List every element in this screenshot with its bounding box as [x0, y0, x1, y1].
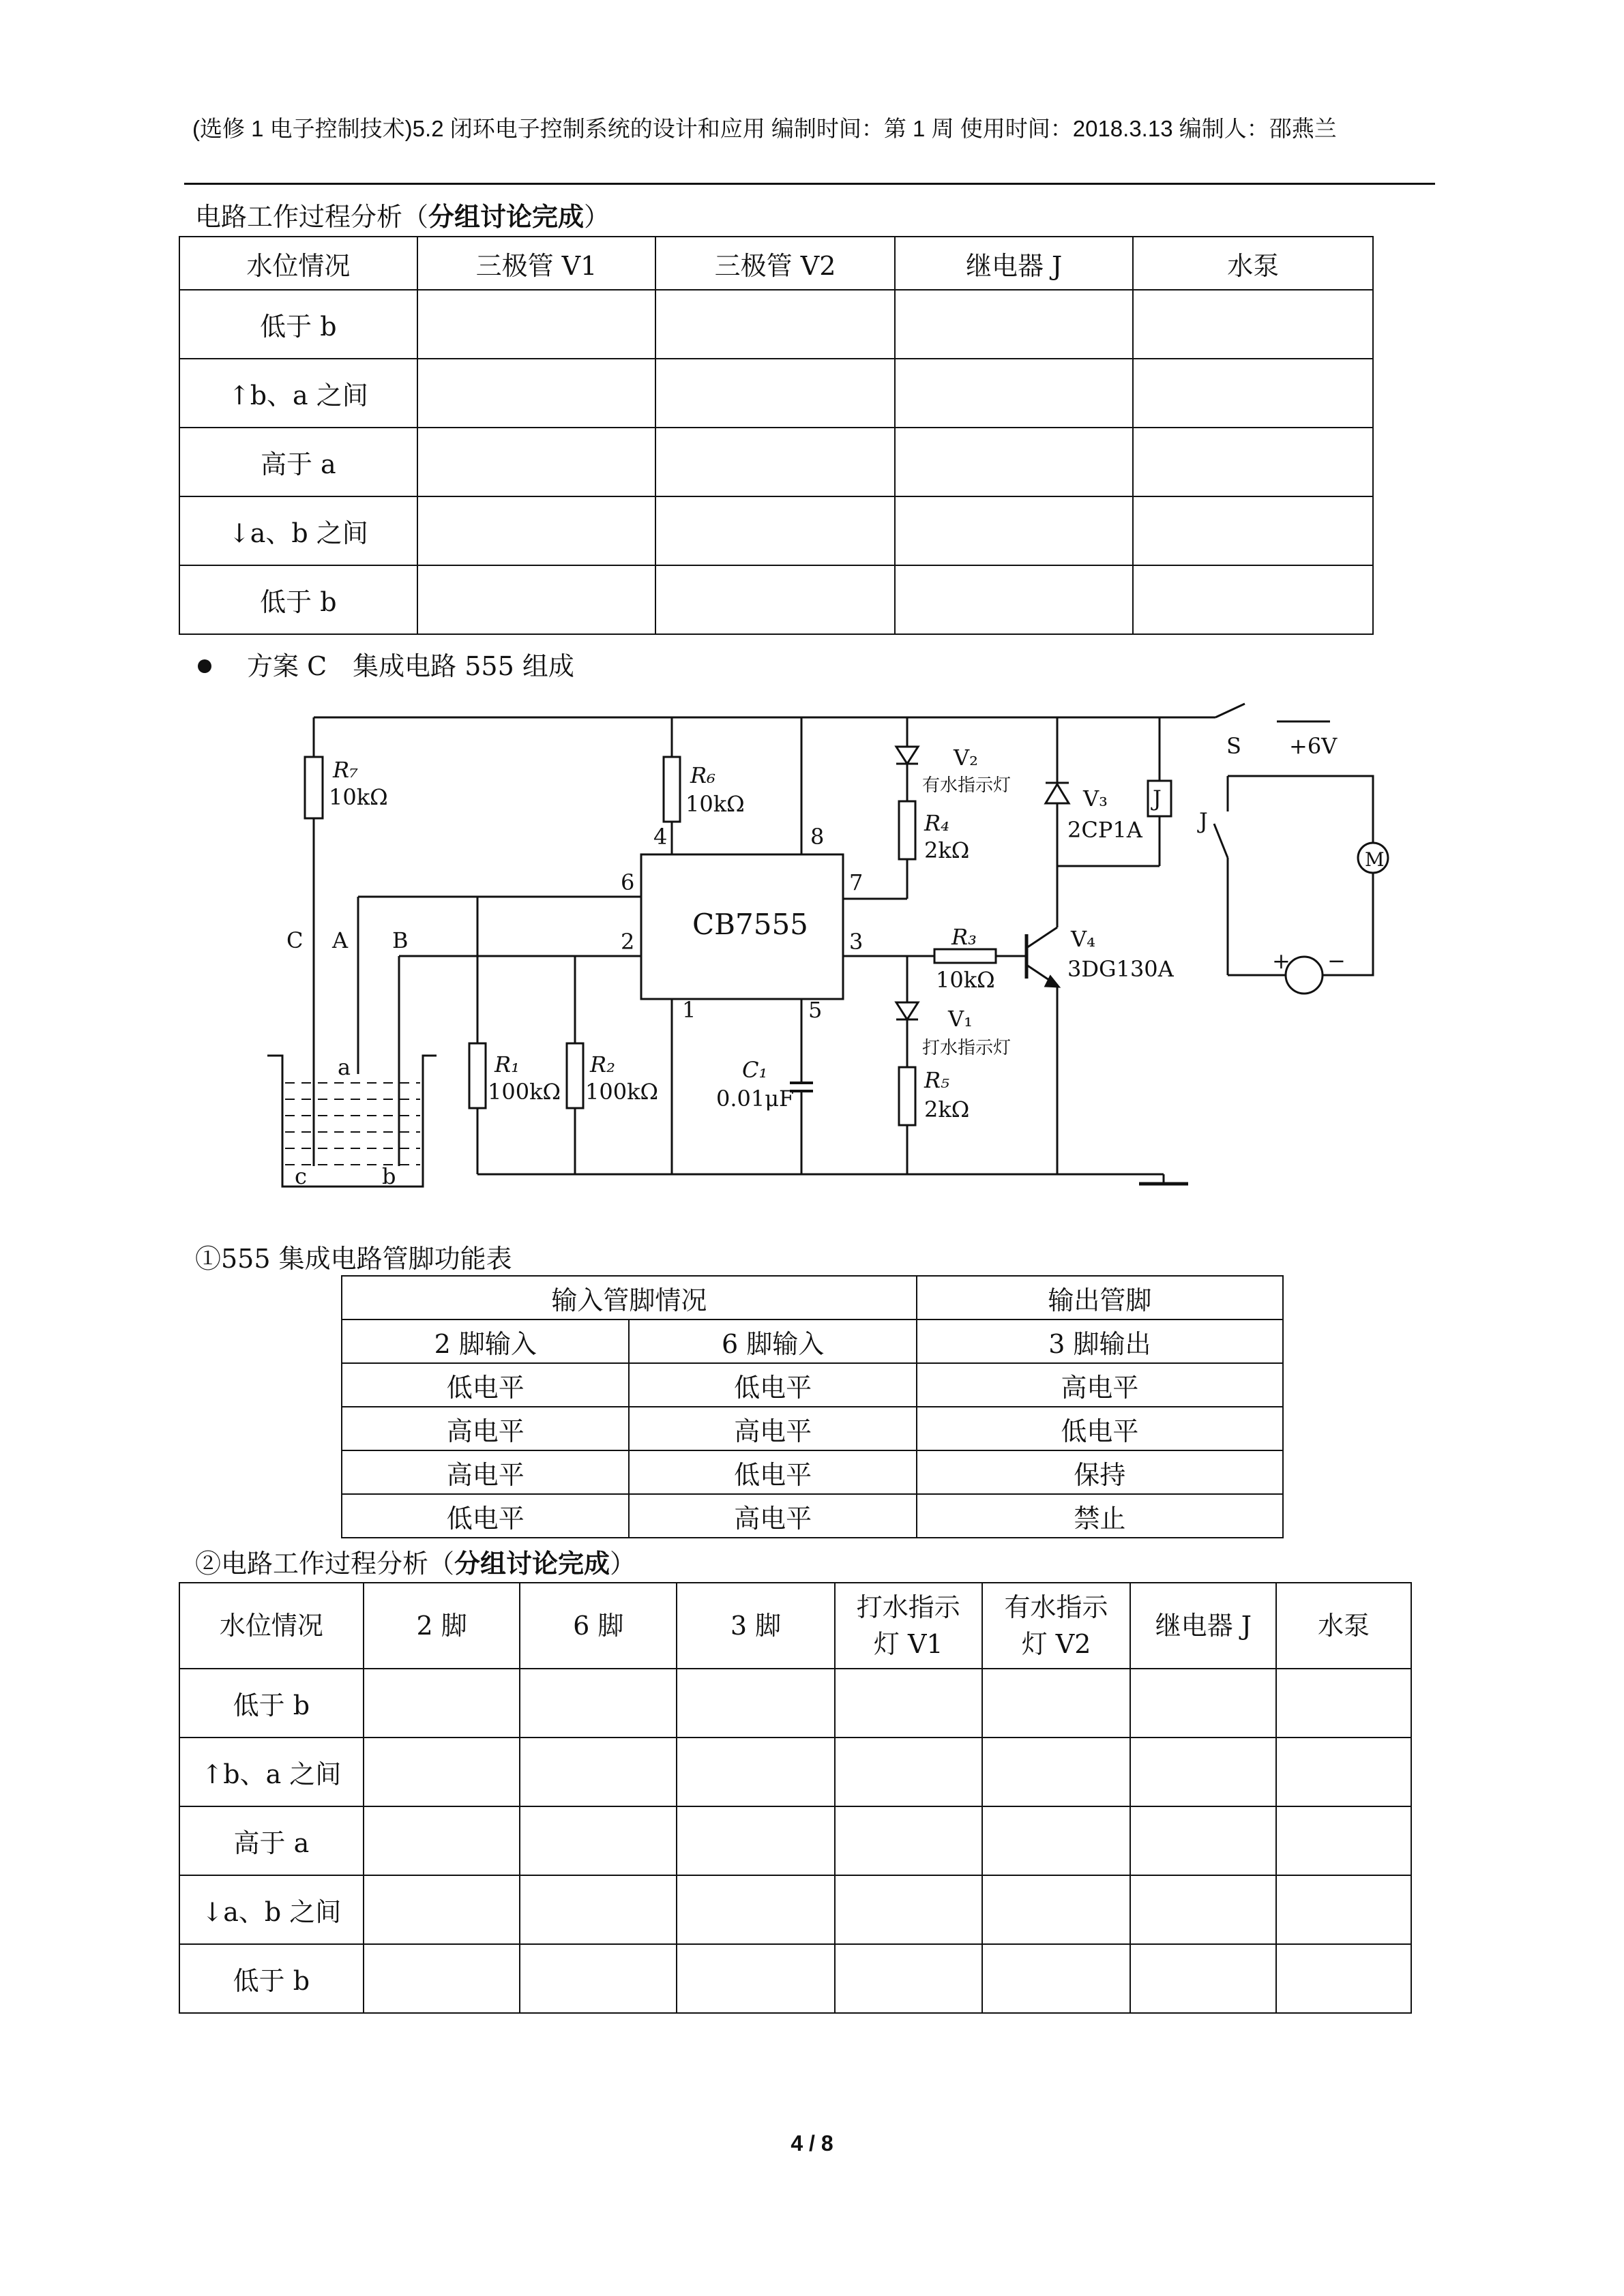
blank-cell[interactable]	[364, 1875, 520, 1944]
probe-c-label: C	[286, 927, 304, 953]
r2-value: 100kΩ	[585, 1079, 658, 1105]
r3-value: 10kΩ	[936, 967, 995, 993]
header-cell: 水位情况	[179, 237, 417, 290]
v3-diode-icon	[1046, 784, 1069, 803]
blank-cell[interactable]	[1276, 1944, 1411, 2013]
blank-cell[interactable]	[1133, 290, 1373, 359]
header-cell: 继电器 J	[1130, 1583, 1276, 1669]
table-row	[179, 1738, 1411, 1806]
header-cell: 三极管 V2	[655, 237, 895, 290]
table-row	[179, 565, 1373, 634]
motor-label: M	[1365, 848, 1385, 871]
blank-cell[interactable]	[835, 1944, 982, 2013]
header-divider	[184, 183, 1435, 185]
blank-cell[interactable]	[982, 1669, 1131, 1738]
r1-resistor	[469, 1043, 486, 1108]
blank-cell[interactable]	[1276, 1806, 1411, 1875]
sub-header: 3 脚输出	[917, 1320, 1283, 1363]
pin-label: 1	[682, 997, 696, 1023]
cell: 高电平	[629, 1494, 916, 1538]
blank-cell[interactable]	[1276, 1669, 1411, 1738]
blank-cell[interactable]	[520, 1875, 677, 1944]
cell: 高电平	[342, 1450, 629, 1494]
table-row	[342, 1494, 1283, 1538]
blank-cell[interactable]	[835, 1806, 982, 1875]
cell: 禁止	[917, 1494, 1283, 1538]
header-cell: 6 脚	[520, 1583, 677, 1669]
pin-label: 3	[849, 929, 863, 955]
switch-s	[1215, 704, 1245, 717]
header-cell: 有水指示灯 V2	[982, 1583, 1131, 1669]
sub-header: 6 脚输入	[629, 1320, 916, 1363]
r4-resistor	[899, 801, 915, 859]
process-table-2	[179, 1582, 1412, 2014]
blank-cell[interactable]	[417, 290, 656, 359]
r5-resistor	[899, 1067, 915, 1125]
cell: 高电平	[629, 1407, 916, 1450]
probe-a-label: A	[332, 927, 349, 953]
blank-cell[interactable]	[1276, 1875, 1411, 1944]
page-number: 4 / 8	[791, 2131, 833, 2156]
blank-cell[interactable]	[417, 496, 656, 565]
row-label: ↑b、a 之间	[179, 359, 417, 428]
blank-cell[interactable]	[655, 565, 895, 634]
header-cell: 2 脚	[364, 1583, 520, 1669]
battery-icon	[1286, 957, 1323, 994]
pin-label: 2	[621, 929, 635, 955]
blank-cell[interactable]	[895, 496, 1134, 565]
r7-resistor	[305, 757, 323, 818]
cell: 保持	[917, 1450, 1283, 1494]
blank-cell[interactable]	[982, 1806, 1131, 1875]
blank-cell[interactable]	[895, 428, 1134, 496]
table-row	[179, 290, 1373, 359]
table-row	[179, 1944, 1411, 2013]
blank-cell[interactable]	[417, 428, 656, 496]
r2-label: R₂	[590, 1052, 615, 1077]
blank-cell[interactable]	[655, 290, 895, 359]
header-cell: 打水指示灯 V1	[835, 1583, 982, 1669]
pin-label: 4	[653, 824, 668, 850]
table-header-row	[179, 1583, 1411, 1669]
blank-cell[interactable]	[655, 359, 895, 428]
pin-label: 7	[849, 869, 863, 895]
blank-cell[interactable]	[520, 1738, 677, 1806]
blank-cell[interactable]	[364, 1738, 520, 1806]
header-cell: 三极管 V1	[417, 237, 656, 290]
blank-cell[interactable]	[1133, 496, 1373, 565]
blank-cell[interactable]	[1133, 428, 1373, 496]
blank-cell[interactable]	[835, 1738, 982, 1806]
blank-cell[interactable]	[982, 1738, 1131, 1806]
row-label: ↑b、a 之间	[179, 1738, 364, 1806]
v4-desc: 3DG130A	[1067, 956, 1174, 982]
cell: 高电平	[917, 1363, 1283, 1407]
section3-title: ②电路工作过程分析（分组讨论完成）	[195, 1549, 636, 1579]
row-label: 高于 a	[179, 1806, 364, 1875]
blank-cell[interactable]	[364, 1944, 520, 2013]
blank-cell[interactable]	[364, 1669, 520, 1738]
r6-label: R₆	[690, 762, 715, 788]
header-cell: 水泵	[1133, 237, 1373, 290]
blank-cell[interactable]	[677, 1669, 835, 1738]
blank-cell[interactable]	[677, 1738, 835, 1806]
page-header: (选修 1 电子控制技术)5.2 闭环电子控制系统的设计和应用 编制时间：第 1 周 使用时间：2018.3.13 编制人：邵燕兰	[192, 116, 1337, 141]
r3-resistor	[934, 949, 996, 963]
v2-desc: 有水指示灯	[922, 775, 1012, 796]
blank-cell[interactable]	[417, 359, 656, 428]
v2-label: V₂	[954, 745, 978, 771]
battery-minus: −	[1327, 948, 1346, 974]
table-row	[179, 1875, 1411, 1944]
r3-label: R₃	[951, 924, 977, 950]
v4-label: V₄	[1071, 926, 1095, 952]
blank-cell[interactable]	[364, 1806, 520, 1875]
blank-cell[interactable]	[1133, 359, 1373, 428]
v1-led-icon	[896, 1002, 918, 1019]
cell: 低电平	[629, 1450, 916, 1494]
r4-value: 2kΩ	[924, 837, 970, 863]
r5-value: 2kΩ	[924, 1097, 970, 1122]
header-cell: 水位情况	[179, 1583, 364, 1669]
level-b-label: b	[382, 1163, 396, 1189]
water-tank	[267, 1056, 437, 1187]
r4-label: R₄	[924, 810, 949, 836]
v1-label: V₁	[948, 1006, 973, 1032]
c1-label: C₁	[742, 1057, 768, 1083]
blank-cell[interactable]	[520, 1806, 677, 1875]
row-label: ↓a、b 之间	[179, 1875, 364, 1944]
blank-cell[interactable]	[1276, 1738, 1411, 1806]
v3-label: V₃	[1083, 786, 1108, 811]
pin-label: 6	[621, 869, 635, 895]
row-label: ↓a、b 之间	[179, 496, 417, 565]
relay-contact-j	[1214, 824, 1228, 858]
blank-cell[interactable]	[520, 1944, 677, 2013]
section1-title: 电路工作过程分析（分组讨论完成）	[195, 202, 610, 232]
output-group-header: 输出管脚	[917, 1276, 1283, 1320]
table-row	[179, 359, 1373, 428]
v3-desc: 2CP1A	[1067, 817, 1142, 843]
blank-cell[interactable]	[677, 1875, 835, 1944]
table-header-row	[179, 237, 1373, 290]
level-c-label: c	[295, 1163, 307, 1189]
cell: 高电平	[342, 1407, 629, 1450]
row-label: 低于 b	[179, 1669, 364, 1738]
r6-value: 10kΩ	[685, 791, 745, 817]
blank-cell[interactable]	[1130, 1738, 1276, 1806]
row-label: 低于 b	[179, 565, 417, 634]
table-row	[179, 496, 1373, 565]
chip-label: CB7555	[692, 908, 808, 941]
relay-contact-label: J	[1199, 808, 1208, 834]
row-label: 高于 a	[179, 428, 417, 496]
blank-cell[interactable]	[417, 565, 656, 634]
r1-value: 100kΩ	[488, 1079, 561, 1105]
blank-cell[interactable]	[1133, 565, 1373, 634]
r7-value: 10kΩ	[329, 784, 388, 810]
level-a-label: a	[338, 1054, 351, 1080]
blank-cell[interactable]	[1130, 1944, 1276, 2013]
blank-cell[interactable]	[895, 565, 1134, 634]
r1-label: R₁	[494, 1052, 520, 1077]
blank-cell[interactable]	[677, 1806, 835, 1875]
input-group-header: 输入管脚情况	[342, 1276, 917, 1320]
r6-resistor	[664, 757, 680, 822]
header-cell: 3 脚	[677, 1583, 835, 1669]
blank-cell[interactable]	[835, 1669, 982, 1738]
blank-cell[interactable]	[982, 1875, 1131, 1944]
blank-cell[interactable]	[655, 496, 895, 565]
table-row	[342, 1450, 1283, 1494]
pin-label: 8	[810, 824, 825, 850]
probe-b-label: B	[392, 927, 409, 953]
blank-cell[interactable]	[677, 1944, 835, 2013]
pin-function-table	[341, 1275, 1284, 1538]
scheme-c-bullet	[198, 645, 574, 683]
v1-desc: 打水指示灯	[922, 1038, 1012, 1058]
cell: 低电平	[917, 1407, 1283, 1450]
v2-led-icon	[896, 747, 918, 764]
cell: 低电平	[629, 1363, 916, 1407]
blank-cell[interactable]	[1130, 1669, 1276, 1738]
blank-cell[interactable]	[835, 1875, 982, 1944]
relay-label: J	[1153, 786, 1162, 811]
bullet-text: 方案 C 集成电路 555 组成	[247, 651, 574, 681]
blank-cell[interactable]	[520, 1669, 677, 1738]
battery-plus: +	[1272, 948, 1290, 974]
blank-cell[interactable]	[982, 1944, 1131, 2013]
bullet-icon	[198, 659, 211, 673]
blank-cell[interactable]	[1130, 1806, 1276, 1875]
circuit-diagram	[259, 702, 1405, 1221]
c1-value: 0.01μF	[716, 1086, 795, 1112]
header-cell: 继电器 J	[895, 237, 1134, 290]
r7-label: R₇	[333, 757, 358, 783]
blank-cell[interactable]	[895, 290, 1134, 359]
table-row	[342, 1363, 1283, 1407]
cell: 低电平	[342, 1494, 629, 1538]
table-row	[179, 1806, 1411, 1875]
row-label: 低于 b	[179, 290, 417, 359]
blank-cell[interactable]	[655, 428, 895, 496]
row-label: 低于 b	[179, 1944, 364, 2013]
r2-resistor	[567, 1043, 583, 1108]
switch-label: S	[1226, 733, 1241, 759]
process-table-1	[179, 236, 1374, 635]
blank-cell[interactable]	[895, 359, 1134, 428]
table-row	[342, 1407, 1283, 1450]
blank-cell[interactable]	[1130, 1875, 1276, 1944]
pin-label: 5	[808, 997, 823, 1023]
sub-header: 2 脚输入	[342, 1320, 629, 1363]
section2-title: ①555 集成电路管脚功能表	[195, 1244, 512, 1274]
table-row	[179, 1669, 1411, 1738]
vcc-label: +6V	[1289, 733, 1338, 759]
cell: 低电平	[342, 1363, 629, 1407]
table-row	[179, 428, 1373, 496]
r5-label: R₅	[924, 1067, 949, 1093]
header-cell: 水泵	[1276, 1583, 1411, 1669]
